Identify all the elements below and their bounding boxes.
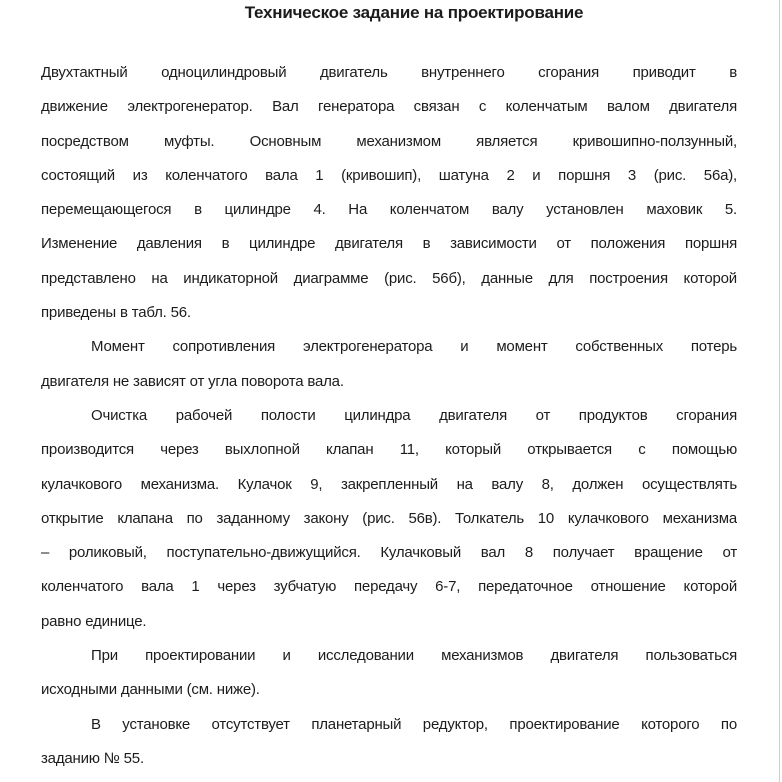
paragraph-1-line-6: Изменение давления в цилиндре двигателя в зависимости от положения поршня — [41, 235, 737, 253]
paragraph-1-line-7: представлено на индикаторной диаграмме (рис. 56б), данные для построения которой — [41, 269, 737, 287]
page-right-edge-line — [779, 0, 780, 782]
paragraph-3-line-1: Очистка рабочей полости цилиндра двигателя от продуктов сгорания — [91, 406, 737, 424]
document-body — [41, 56, 737, 776]
paragraph-1-line-1: Двухтактный одноцилиндровый двигатель внутреннего сгорания приводит в — [41, 64, 737, 81]
paragraph-5-line-2: заданию № 55. — [41, 749, 144, 767]
paragraph-2-line-1: Момент сопротивления электрогенератора и момент собственных потерь — [91, 338, 737, 356]
paragraph-1-line-8: приведены в табл. 56. — [41, 304, 191, 322]
paragraph-2-line-2: двигателя не зависят от угла поворота вала. — [41, 372, 344, 390]
paragraph-3-line-3: кулачкового механизма. Кулачок 9, закрепленный на валу 8, должен осуществлять — [41, 475, 737, 493]
paragraph-3-line-4: открытие клапана по заданному закону (рис. 56в). Толкатель 10 кулачкового механизма — [41, 509, 737, 527]
paragraph-4-line-1: При проектировании и исследовании механизмов двигателя пользоваться — [91, 647, 737, 665]
paragraph-1-line-4: состоящий из коленчатого вала 1 (кривошип), шатуна 2 и поршня 3 (рис. 56а), — [41, 166, 737, 184]
paragraph-5-line-1: В установке отсутствует планетарный редуктор, проектирование которого по — [91, 715, 737, 733]
paragraph-3-line-5: – роликовый, поступательно-движущийся. Кулачковый вал 8 получает вращение от — [41, 544, 737, 562]
paragraph-4-line-2: исходными данными (см. ниже). — [41, 681, 260, 699]
paragraph-1-line-3: посредством муфты. Основным механизмом является кривошипно-ползунный, — [41, 132, 737, 150]
paragraph-3-line-2: производится через выхлопной клапан 11, который открывается с помощью — [41, 441, 737, 459]
paragraph-1-line-5: перемещающегося в цилиндре 4. На коленчатом валу установлен маховик 5. — [41, 201, 737, 219]
paragraph-1-line-2: движение электрогенератор. Вал генератора связан с коленчатым валом двигателя — [41, 98, 737, 116]
document-title: Техническое задание на проектирование — [244, 3, 584, 22]
paragraph-3-line-7: равно единице. — [41, 612, 147, 630]
paragraph-3-line-6: коленчатого вала 1 через зубчатую передачу 6-7, передаточное отношение которой — [41, 578, 737, 596]
